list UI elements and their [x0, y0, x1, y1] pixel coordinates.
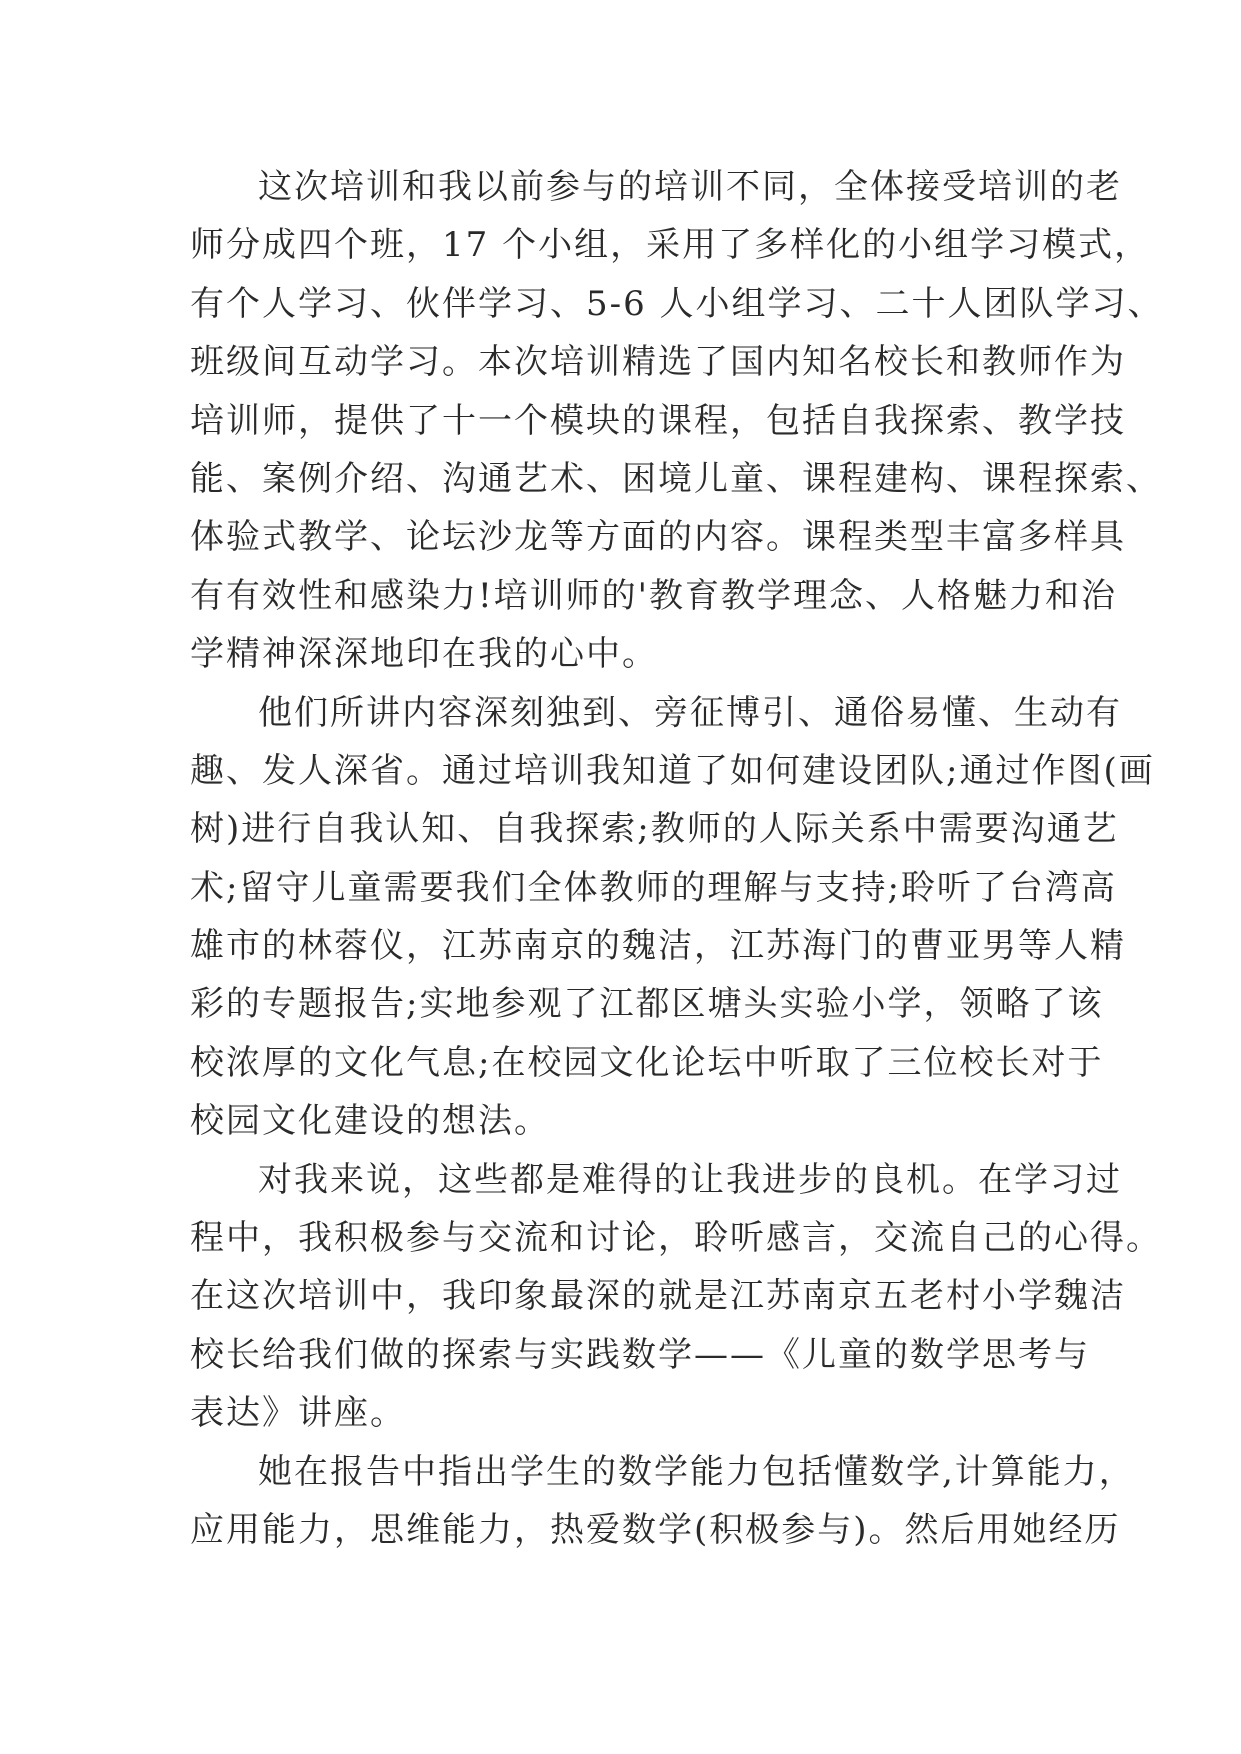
text-line: 师分成四个班，17 个小组，采用了多样化的小组学习模式， [190, 225, 1151, 266]
text-line: 树)进行自我认知、自我探索;教师的人际关系中需要沟通艺 [190, 809, 1119, 850]
text-line: 术;留守儿童需要我们全体教师的理解与支持;聆听了台湾高 [190, 867, 1117, 908]
text-line: 校长给我们做的探索与实践数学——《儿童的数学思考与 [190, 1334, 1090, 1375]
text-line: 他们所讲内容深刻独到、旁征博引、通俗易懂、生动有 [258, 692, 1122, 733]
text-line: 这次培训和我以前参与的培训不同，全体接受培训的老 [258, 167, 1122, 207]
text-line: 对我来说，这些都是难得的让我进步的良机。在学习过 [258, 1159, 1122, 1200]
text-line: 趣、发人深省。通过培训我知道了如何建设团队;通过作图(画 [190, 750, 1155, 791]
text-line: 学精神深深地印在我的心中。 [190, 634, 658, 675]
document-body [190, 158, 1164, 1559]
text-line: 在这次培训中，我印象最深的就是江苏南京五老村小学魏洁 [190, 1276, 1126, 1317]
paragraph-3 [190, 1151, 1162, 1443]
text-line: 表达》讲座。 [190, 1393, 406, 1434]
paragraph-2 [190, 684, 1155, 1151]
text-line: 彩的专题报告;实地参观了江都区塘头实验小学，领略了该 [190, 984, 1104, 1025]
text-line: 培训师，提供了十一个模块的课程，包括自我探索、教学技 [190, 400, 1126, 441]
text-line: 能、案例介绍、沟通艺术、困境儿童、课程建构、课程探索、 [190, 458, 1162, 499]
text-line: 班级间互动学习。本次培训精选了国内知名校长和教师作为 [190, 342, 1126, 383]
text-line: 雄市的林蓉仪，江苏南京的魏洁，江苏海门的曹亚男等人精 [190, 926, 1126, 967]
text-line: 体验式教学、论坛沙龙等方面的内容。课程类型丰富多样具 [190, 517, 1126, 558]
text-line: 有个人学习、伙伴学习、5-6 人小组学习、二十人团队学习、 [190, 283, 1164, 324]
text-line: 应用能力，思维能力，热爱数学(积极参与)。然后用她经历 [190, 1509, 1121, 1550]
text-line: 程中，我积极参与交流和讨论，聆听感言，交流自己的心得。 [190, 1218, 1162, 1259]
text-line: 她在报告中指出学生的数学能力包括懂数学,计算能力， [258, 1451, 1135, 1492]
text-line: 有有效性和感染力!培训师的'教育教学理念、人格魅力和治 [190, 575, 1118, 616]
text-line: 校浓厚的文化气息;在校园文化论坛中听取了三位校长对于 [190, 1042, 1104, 1083]
text-line: 校园文化建设的想法。 [190, 1101, 550, 1142]
paragraph-4 [190, 1443, 1135, 1560]
paragraph-1 [190, 158, 1164, 684]
